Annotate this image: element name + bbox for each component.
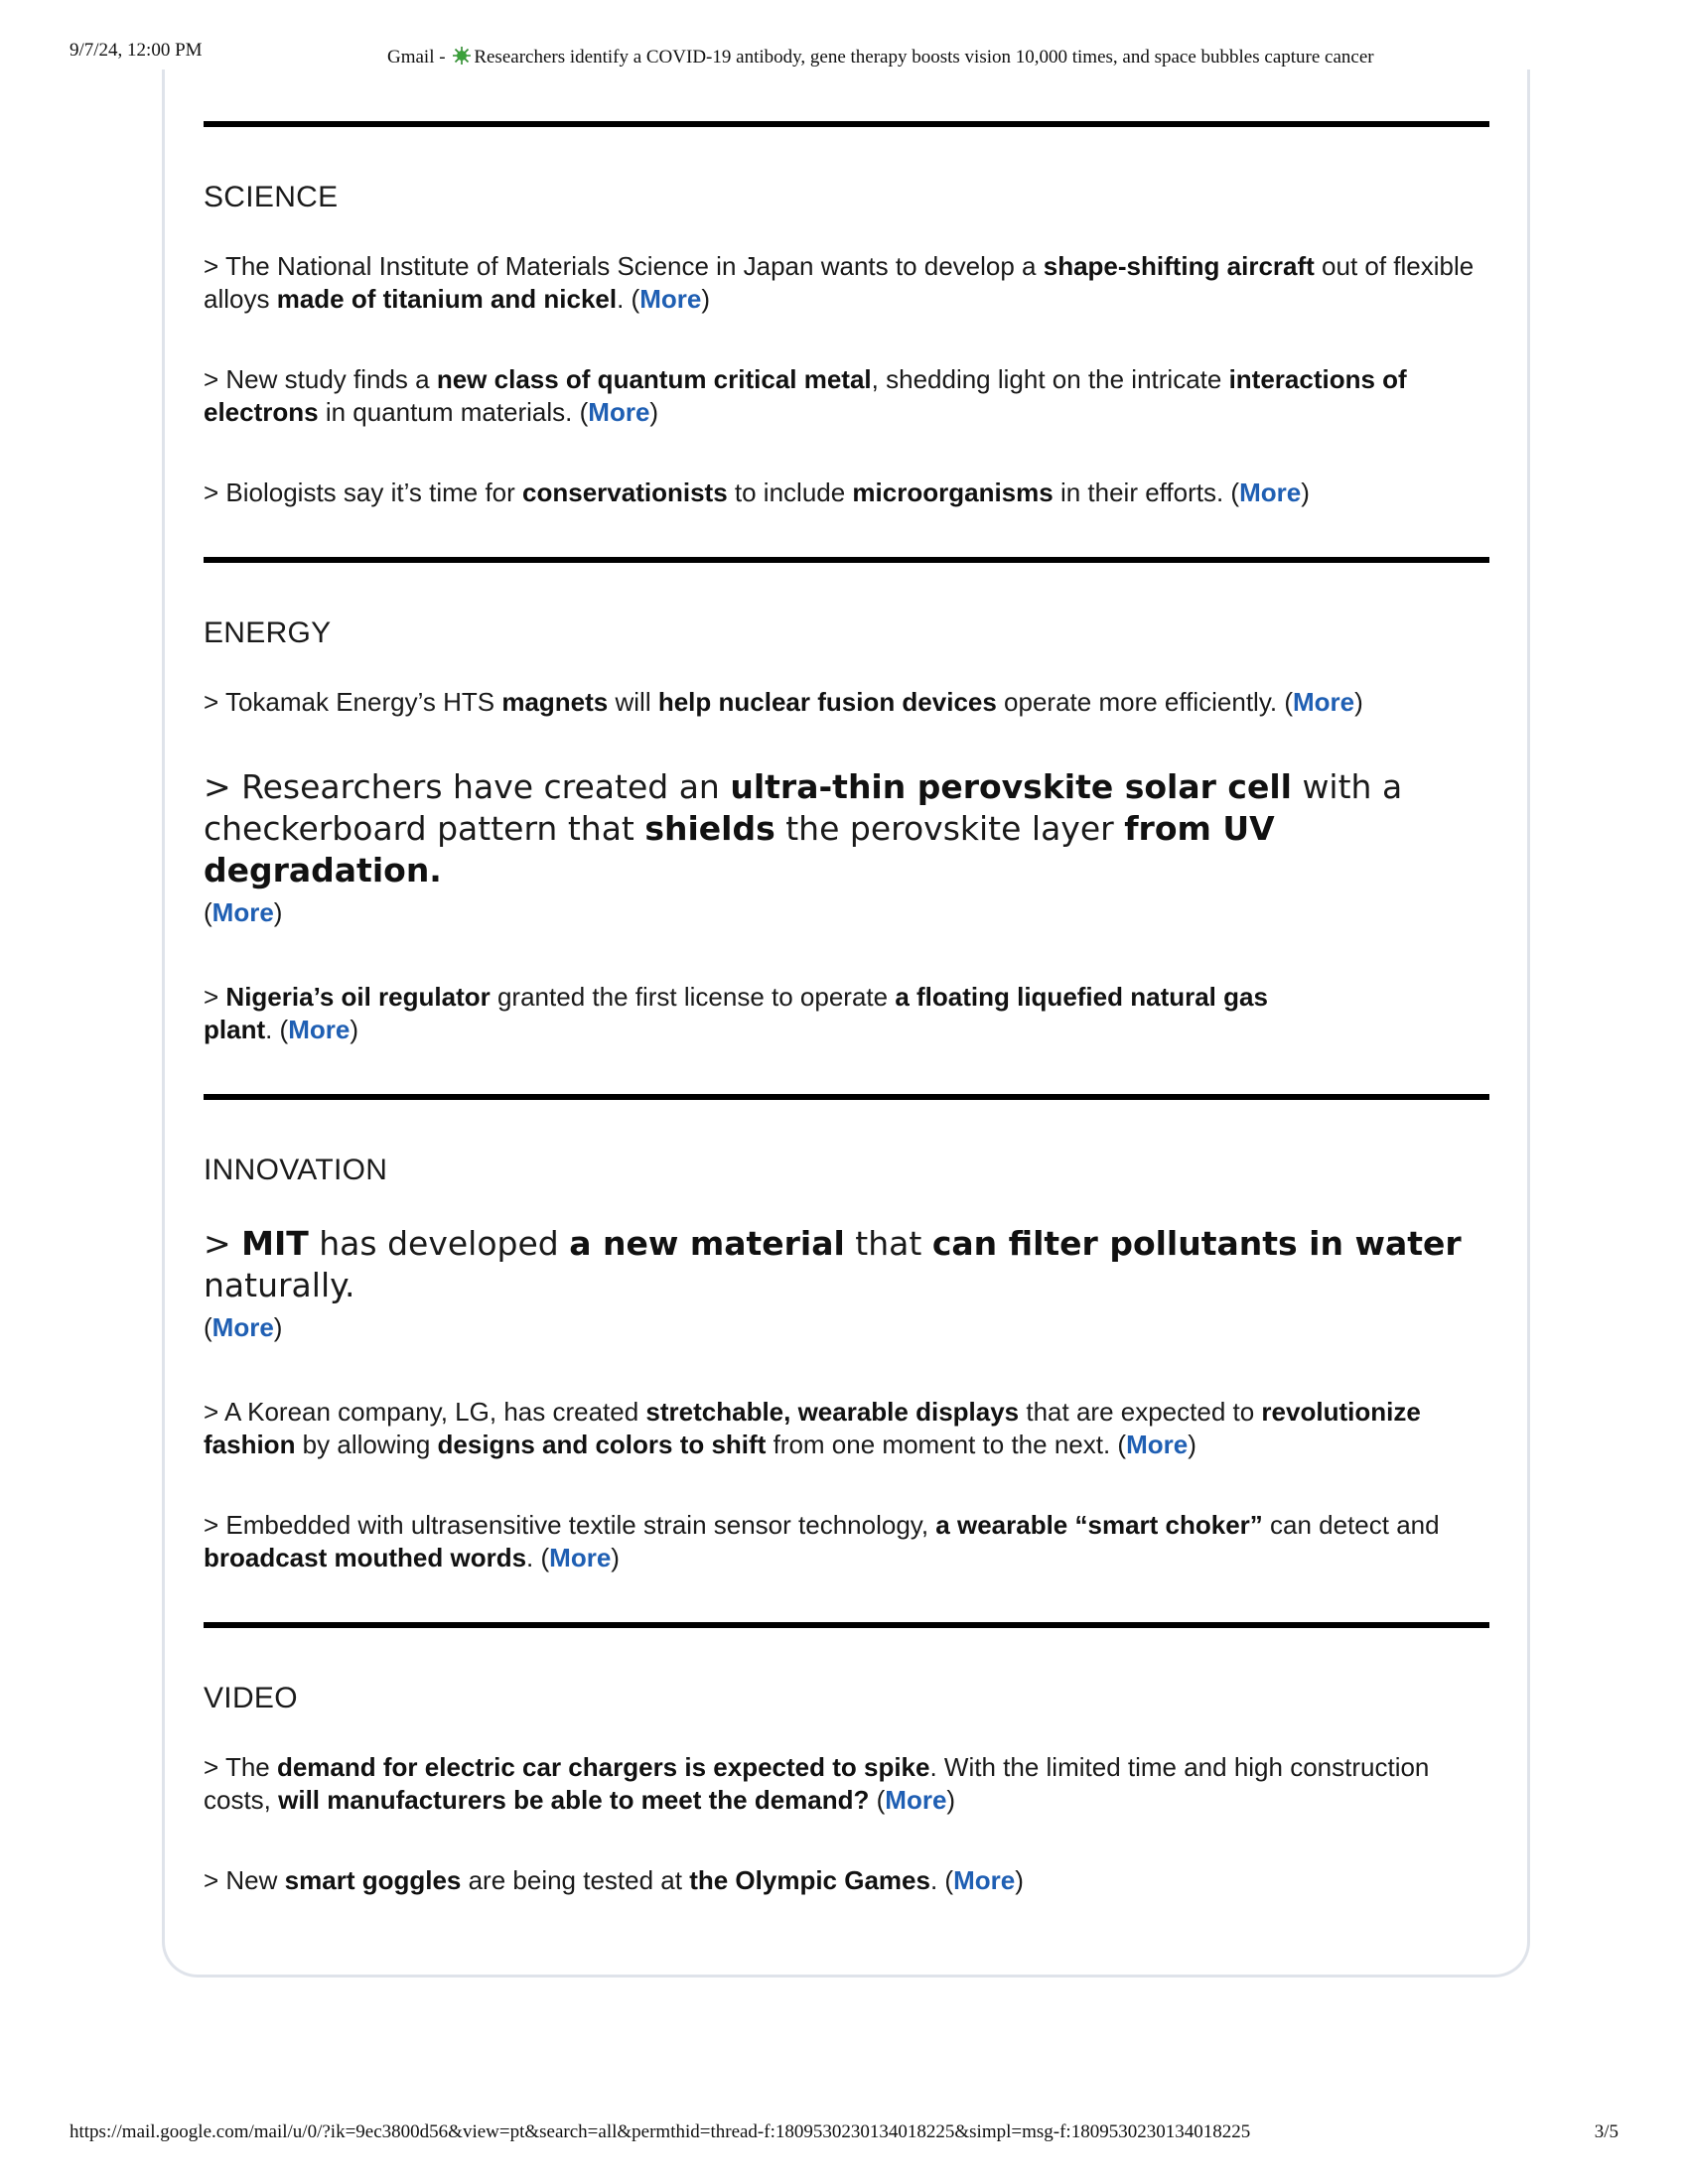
text-run: > Biologists say it’s time for [204,478,523,507]
news-item [204,1864,1489,1897]
text-run: > Researchers have created an [204,767,731,806]
more-link[interactable]: More [639,284,702,314]
section-divider [204,557,1489,563]
news-item [204,686,1489,719]
bold-text: Nigeria’s oil regulator [225,982,491,1012]
news-item [204,1751,1489,1817]
more-link[interactable]: More [1126,1430,1189,1459]
bold-text: can filter pollutants in water [931,1224,1462,1263]
section-title: SCIENCE [204,181,339,213]
text-run: ) [1354,687,1363,717]
text-run: . ( [617,284,640,314]
more-link[interactable]: More [1293,687,1355,717]
text-run: in their efforts. ( [1053,478,1240,507]
bold-text: shields [644,809,775,848]
text-run: > The [204,1752,277,1782]
text-run: ) [350,1015,359,1044]
text-run: ) [946,1785,956,1815]
text-run: ) [701,284,711,314]
bold-text: a floating liquefied natural gas plant [204,982,1268,1044]
bold-text: made of titanium and nickel [276,284,618,314]
text-run: ) [1188,1430,1196,1459]
text-run: ) [273,897,283,927]
more-link[interactable]: More [1239,478,1302,507]
news-item [204,250,1489,316]
text-run: > [204,982,226,1012]
more-link[interactable]: More [588,397,650,427]
bold-text: MIT [241,1224,309,1263]
more-link[interactable]: More [288,1015,351,1044]
text-run: > Tokamak Energy’s HTS [204,687,502,717]
news-item [204,766,1489,933]
print-url: https://mail.google.com/mail/u/0/?ik=9ec3800d56&view=pt&search=all&permthid=thread-f:1809530230134018225&simpl=msg-f:1809530230134018225 [70,2121,1251,2142]
news-item [204,981,1316,1046]
section-title: INNOVATION [204,1154,388,1186]
text-run: > The National Institute of Materials Science in Japan wants to develop a [204,251,1044,281]
bold-text: microorganisms [852,478,1054,507]
bold-text: revolutionize fashion [204,1397,1421,1459]
text-run: naturally. [204,1266,355,1304]
newsletter-content [204,121,1489,1945]
bold-text: demand for electric car chargers is expected to spike [276,1752,930,1782]
section-science [204,181,1489,509]
text-run: in quantum materials. ( [318,397,589,427]
news-item [204,1223,1489,1348]
text-run: . ( [265,1015,289,1044]
more-link[interactable]: More [953,1865,1016,1895]
text-run: . ( [929,1865,954,1895]
text-run: > Embedded with ultrasensitive textile strain sensor technology, [204,1510,936,1540]
text-run: the perovskite layer [774,809,1125,848]
print-date: 9/7/24, 12:00 PM [70,40,203,61]
bold-text: designs and colors to shift [437,1430,767,1459]
more-link[interactable]: More [885,1785,947,1815]
text-run: ) [649,397,659,427]
section-divider [204,1622,1489,1628]
text-run: can detect and [1262,1510,1440,1540]
bold-text: a new material [569,1224,845,1263]
text-run: will [608,687,658,717]
news-item [204,1509,1489,1574]
text-run: are being tested at [461,1865,690,1895]
section-energy [204,616,1489,1046]
more-link[interactable]: More [211,1312,274,1342]
section-divider [204,1094,1489,1100]
news-item-text [204,1224,1462,1304]
bold-text: new class of quantum critical metal [436,364,872,394]
text-run: > New study finds a [204,364,437,394]
section-innovation [204,1154,1489,1574]
print-title-prefix: Gmail - [387,47,451,68]
news-item [204,1396,1489,1461]
section-video [204,1682,1489,1897]
virus-icon [452,46,472,66]
text-run: with a checkerboard pattern that [204,767,1403,848]
text-run: > New [204,1865,285,1895]
text-run: out of flexible alloys [204,251,1475,314]
text-run: that [844,1224,932,1263]
print-title-text: Researchers identify a COVID-19 antibody, gene therapy boosts vision 10,000 times, and space bubbles capture cancer [474,47,1374,68]
text-run: ) [611,1543,620,1572]
text-run: from one moment to the next. ( [766,1430,1127,1459]
bold-text: stretchable, wearable displays [645,1397,1020,1427]
text-run: ( [204,1312,212,1342]
text-run: by allowing [295,1430,438,1459]
bold-text: will manufacturers be able to meet the demand? [278,1785,870,1815]
section-divider [204,121,1489,127]
text-run: ) [1301,478,1310,507]
text-run: to include [727,478,853,507]
text-run: . With the limited time and high construction costs, [204,1752,1430,1815]
bold-text: ultra-thin perovskite solar cell [730,767,1292,806]
more-link[interactable]: More [549,1543,612,1572]
bold-text: the Olympic Games [689,1865,930,1895]
text-run: ( [204,897,212,927]
bold-text: interactions of electrons [204,364,1407,427]
news-item-text [204,767,1402,889]
print-title [387,46,1374,68]
section-title: VIDEO [204,1682,298,1714]
bold-text: shape-shifting aircraft [1043,251,1315,281]
section-title: ENERGY [204,616,332,649]
text-run: , shedding light on the intricate [871,364,1229,394]
page-number: 3/5 [1594,2121,1618,2142]
text-run: that are expected to [1019,1397,1262,1427]
text-run: > [204,1224,242,1263]
text-run: ) [273,1312,283,1342]
text-run: > A Korean company, LG, has created [204,1397,646,1427]
text-run: granted the first license to operate [490,982,896,1012]
bold-text: help nuclear fusion devices [657,687,997,717]
text-run: has developed [308,1224,570,1263]
text-run: . ( [526,1543,550,1572]
more-line [204,891,1489,933]
bold-text: smart goggles [284,1865,462,1895]
text-run: ( [869,1785,886,1815]
bold-text: from UV degradation. [204,809,1275,889]
more-line [204,1306,1489,1348]
text-run: operate more efficiently. ( [996,687,1294,717]
news-item [204,477,1489,509]
bold-text: conservationists [522,478,728,507]
bold-text: magnets [501,687,609,717]
more-link[interactable]: More [211,897,274,927]
text-run: ) [1015,1865,1024,1895]
bold-text: a wearable “smart choker” [935,1510,1263,1540]
news-item [204,363,1489,429]
bold-text: broadcast mouthed words [204,1543,527,1572]
print-footer [70,2121,1618,2151]
